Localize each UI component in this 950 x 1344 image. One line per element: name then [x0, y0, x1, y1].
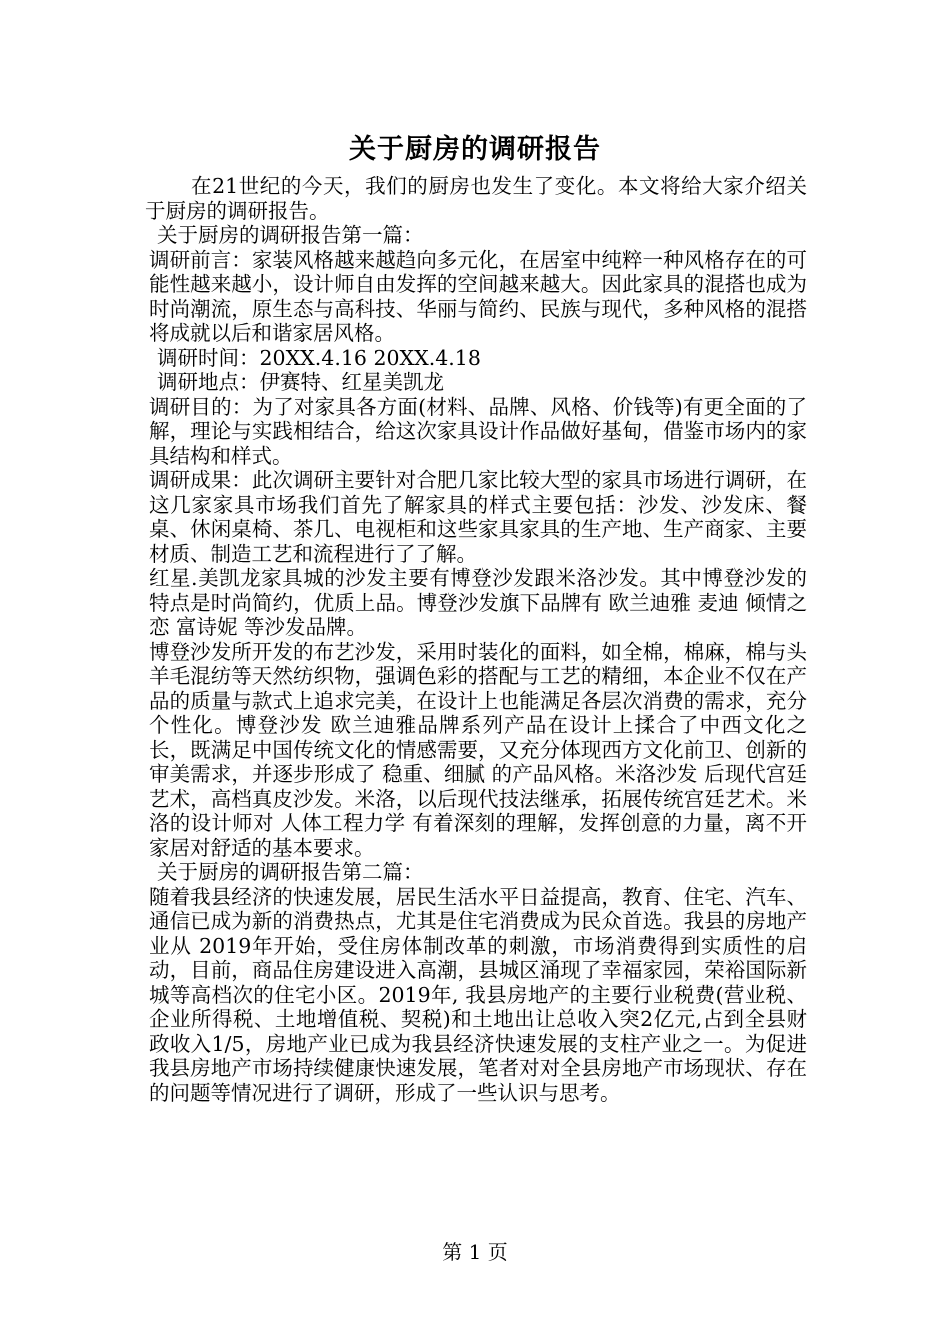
hongxing-paragraph: 红星.美凯龙家具城的沙发主要有博登沙发跟米洛沙发。其中博登沙发的特点是时尚简约，优质上品。博登沙发旗下品牌有 欧兰迪雅 麦迪 倾情之恋 富诗妮 等沙发品牌。 — [149, 566, 807, 639]
page-number: 第 1 页 — [442, 1240, 508, 1264]
section2-heading: 关于厨房的调研报告第二篇： — [157, 860, 424, 884]
time-line: 调研时间：20XX.4.16 20XX.4.18 — [157, 345, 481, 370]
results-paragraph: 调研成果：此次调研主要针对合肥几家比较大型的家具市场进行调研，在这几家家具市场我们首先了解家具的样式主要包括：沙发、沙发床、餐桌、休闲桌椅、茶几、电视柜和这些家具家具的生产地、生产商家、主要材质、制造工艺和流程进行了了解。 — [149, 468, 807, 566]
preface-paragraph: 调研前言：家装风格越来越趋向多元化，在居室中纯粹一种风格存在的可能性越来越小，设计师自由发挥的空间越来越大。因此家具的混搭也成为时尚潮流，原生态与高科技、华丽与简约、民族与现代，多种风格的混搭将成就以后和谐家居风格。 — [149, 247, 807, 345]
section2-paragraph: 随着我县经济的快速发展，居民生活水平日益提高，教育、住宅、汽车、通信已成为新的消费热点，尤其是住宅消费成为民众首选。我县的房地产业从 2019年开始，受住房体制改革的刺激，市场消费得到实质性的启动，目前，商品住房建设进入高潮，县城区涌现了幸福家园，荣裕国际新城等高档次的住宅小区。2019年, 我县房地产的主要行业税费(营业税、企业所得税、土地增值税、契税)和土地出让总收入突2亿元,占到全县财政收入1/5，房地产业已成为我县经济快速发展的支柱产业之一。为促进我县房地产市场持续健康快速发展，笔者对对全县房地产市场现状、存在的问题等情况进行了调研，形成了一些认识与思考。 — [149, 884, 807, 1105]
location-line: 调研地点：伊赛特、红星美凯龙 — [157, 370, 444, 394]
document-title: 关于厨房的调研报告 — [349, 134, 601, 165]
bodeng-paragraph: 博登沙发所开发的布艺沙发，采用时装化的面料，如全棉，棉麻，棉与头羊毛混纺等天然纺织物，强调色彩的搭配与工艺的精细，本企业不仅在产品的质量与款式上追求完美，在设计上也能满足各层次消费的需求，充分个性化。博登沙发 欧兰迪雅品牌系列产品在设计上揉合了中西文化之长，既满足中国传统文化的情感需要，又充分体现西方文化前卫、创新的审美需求，并逐步形成了 稳重、细腻 的产品风格。米洛沙发 后现代宫廷艺术，高档真皮沙发。米洛，以后现代技法继承，拓展传统宫廷艺术。米洛的设计师对 人体工程力学 有着深刻的理解，发挥创意的力量，离不开家居对舒适的基本要求。 — [149, 639, 807, 860]
purpose-paragraph: 调研目的：为了对家具各方面(材料、品牌、风格、价钱等)有更全面的了解，理论与实践相结合，给这次家具设计作品做好基甸，借鉴市场内的家具结构和样式。 — [149, 394, 807, 468]
intro-paragraph: 在21世纪的今天，我们的厨房也发生了变化。本文将给大家介绍关于厨房的调研报告。 — [145, 174, 807, 223]
document-body — [145, 174, 807, 1105]
section1-heading: 关于厨房的调研报告第一篇： — [157, 223, 424, 247]
